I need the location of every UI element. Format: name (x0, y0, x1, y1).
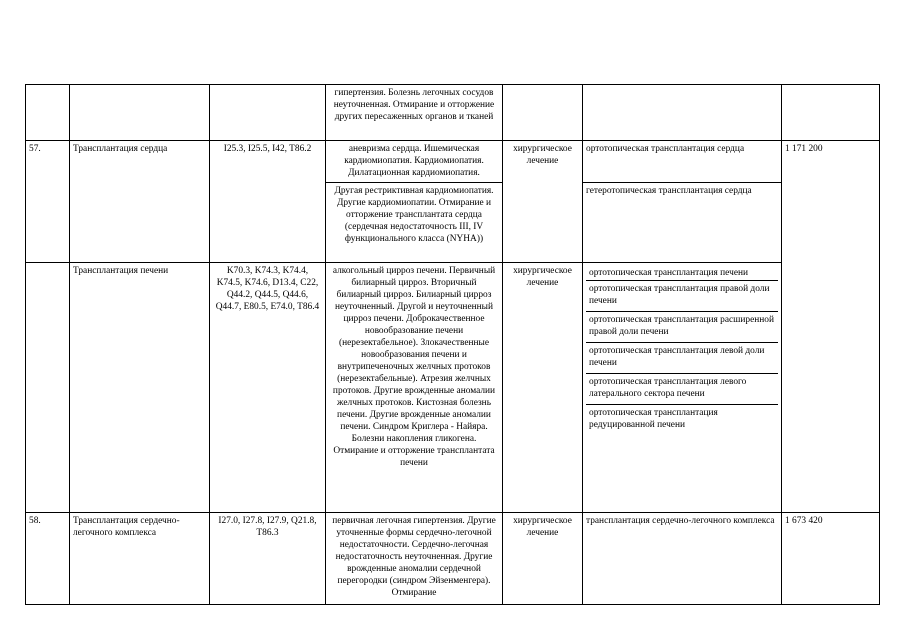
table-row-57 (26, 141, 880, 183)
table-row-58 (26, 513, 880, 605)
cell-num: 57. (26, 141, 70, 263)
cell-name (70, 85, 210, 141)
cell-num (26, 263, 70, 513)
cell-icd: I27.0, I27.8, I27.9, Q21.8, T86.3 (210, 513, 326, 605)
cell-num (26, 85, 70, 141)
table-row-liver (26, 263, 880, 513)
method-item: ортотопическая трансплантация редуцированной печени (586, 404, 778, 509)
cell-treatment: хирургическое лечение (503, 141, 583, 263)
cell-treatment: хирургическое лечение (503, 263, 583, 513)
method-item: ортотопическая трансплантация печени (589, 268, 749, 278)
cell-method (583, 85, 782, 141)
cell-method: гетеротопическая трансплантация сердца (583, 183, 782, 263)
cell-diagnosis: первичная легочная гипертензия. Другие уточненные формы сердечно-легочной недостаточности. Сердечно-легочная недостаточность неуточненная. Другие врожденные аномалии сердечной перегородки (синдром Эйзенменгера). Отмирание (326, 513, 503, 605)
cell-icd: I25.3, I25.5, I42, T86.2 (210, 141, 326, 263)
method-item: ортотопическая трансплантация левого латерального сектора печени (586, 373, 778, 404)
cell-price: 1 171 200 (782, 141, 880, 513)
method-item: ортотопическая трансплантация расширенной правой доли печени (586, 311, 778, 342)
cell-price: 1 673 420 (782, 513, 880, 605)
method-item: ортотопическая трансплантация левой доли печени (586, 342, 778, 373)
cell-treatment (503, 85, 583, 141)
cell-diagnosis: аневризма сердца. Ишемическая кардиомиопатия. Кардиомиопатия. Дилатационная кардиомиопатия. (326, 141, 503, 183)
cell-price (782, 85, 880, 141)
cell-icd (210, 85, 326, 141)
cell-icd: K70.3, K74.3, K74.4, K74.5, K74.6, D13.4, C22, Q44.2, Q44.5, Q44.6, Q44.7, E80.5, E74.0, T86.4 (210, 263, 326, 513)
table-row-continuation (26, 85, 880, 141)
treatment-table (25, 84, 880, 605)
cell-method: ортотопическая трансплантация сердца (583, 141, 782, 183)
cell-name: Трансплантация печени (70, 263, 210, 513)
cell-diagnosis: Другая рестриктивная кардиомиопатия. Другие кардиомиопатии. Отмирание и отторжение трансплантата сердца (сердечная недостаточность III, IV функционального класса (NYHA)) (326, 183, 503, 263)
cell-num: 58. (26, 513, 70, 605)
cell-diagnosis: гипертензия. Болезнь легочных сосудов неуточненная. Отмирание и отторжение других пересаженных органов и тканей (326, 85, 503, 141)
cell-method: трансплантация сердечно-легочного комплекса (583, 513, 782, 605)
cell-name: Трансплантация сердечно-легочного комплекса (70, 513, 210, 605)
cell-diagnosis: алкогольный цирроз печени. Первичный билиарный цирроз. Вторичный билиарный цирроз. Билиарный цирроз неуточненный. Другой и неуточненный цирроз печени. Доброкачественное новообразование печени (нерезектабельное). Злокачественные новообразования печени и внутрипеченочных желчных протоков (нерезектабельные). Атрезия желчных протоков. Другие врожденные аномалии желчных протоков. Кистозная болезнь печени. Другие врожденные аномалии печени. Синдром Криглера - Найяра. Болезни накопления гликогена. Отмирание и отторжение трансплантата печени (326, 263, 503, 513)
cell-name: Трансплантация сердца (70, 141, 210, 263)
method-item: ортотопическая трансплантация правой доли печени (586, 280, 778, 311)
cell-treatment: хирургическое лечение (503, 513, 583, 605)
cell-method-list (583, 263, 782, 513)
